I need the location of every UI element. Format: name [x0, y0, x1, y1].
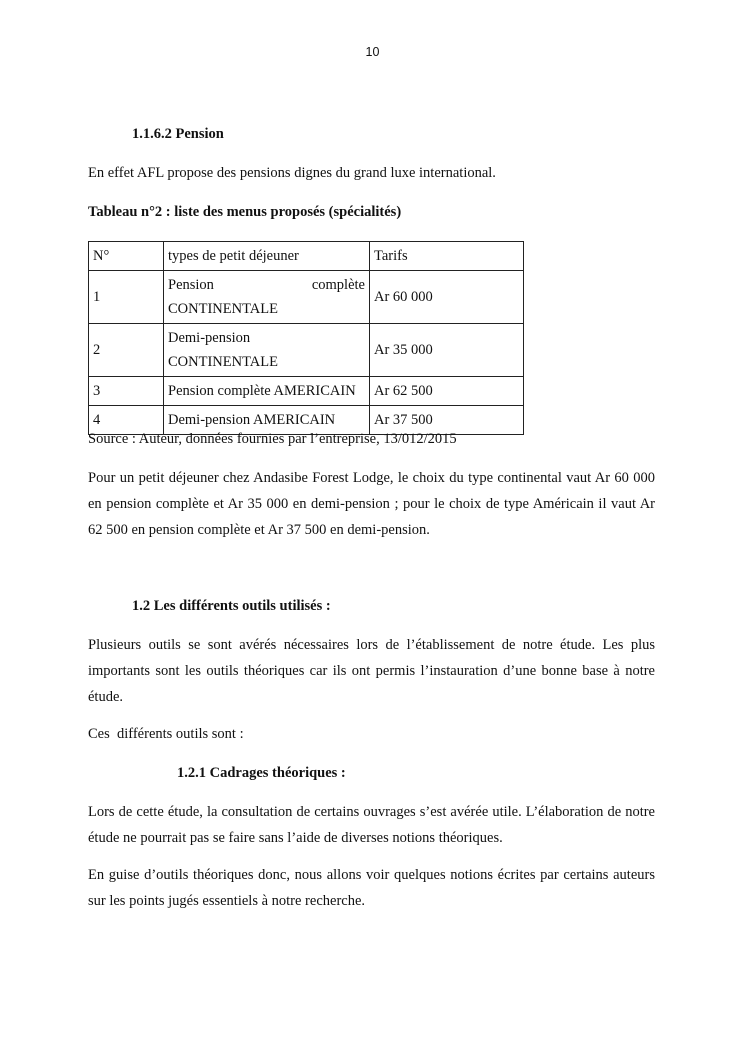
row-tarif: Ar 35 000	[370, 324, 524, 377]
table-row	[89, 377, 524, 406]
menu-table	[88, 241, 524, 435]
page-number: 10	[365, 45, 380, 59]
pension-intro: En effet AFL propose des pensions dignes du grand luxe international.	[88, 165, 496, 181]
table-source: Source : Auteur, données fournies par l’entreprise, 13/012/2015	[88, 431, 457, 447]
cadrages-paragraph-1: Lors de cette étude, la consultation de certains ouvrages s’est avérée utile. L’élaboration de notre étude ne pourrait pas se faire sans l’aide de diverses notions théoriques.	[88, 804, 655, 846]
row-num: 3	[89, 377, 164, 406]
table-row	[89, 324, 524, 377]
row-type-part: complète	[311, 277, 365, 293]
table-row	[89, 271, 524, 324]
row-num: 2	[89, 324, 164, 377]
header-tarif: Tarifs	[370, 242, 524, 271]
heading-cadrages: 1.2.1 Cadrages théoriques :	[177, 765, 346, 781]
header-num: N°	[89, 242, 164, 271]
tools-paragraph: Plusieurs outils se sont avérés nécessaires lors de l’établissement de notre étude. Les plus importants sont les outils théoriques car ils ont permis l’instauration d’une bonne base à notre étude.	[88, 637, 655, 705]
row-tarif: Ar 60 000	[370, 271, 524, 324]
row-num: 4	[89, 406, 164, 435]
heading-pension: 1.1.6.2 Pension	[132, 126, 224, 142]
row-type: Demi-pension AMERICAIN	[164, 406, 370, 435]
row-type-part: CONTINENTALE	[168, 354, 278, 370]
header-type: types de petit déjeuner	[164, 242, 370, 271]
row-type	[164, 271, 370, 324]
tools-list-intro: Ces différents outils sont :	[88, 726, 244, 742]
cadrages-paragraph-2: En guise d’outils théoriques donc, nous allons voir quelques notions écrites par certains auteurs sur les points jugés essentiels à notre recherche.	[88, 867, 655, 909]
row-type-part: CONTINENTALE	[168, 301, 278, 317]
row-type-part: Demi-pension	[168, 330, 251, 346]
row-num: 1	[89, 271, 164, 324]
heading-tools: 1.2 Les différents outils utilisés :	[132, 598, 331, 614]
table-header-row	[89, 242, 524, 271]
row-tarif: Ar 37 500	[370, 406, 524, 435]
table-caption: Tableau n°2 : liste des menus proposés (spécialités)	[88, 204, 402, 220]
row-type-part: Pension	[168, 277, 214, 293]
row-type	[164, 324, 370, 377]
row-tarif: Ar 62 500	[370, 377, 524, 406]
row-type: Pension complète AMERICAIN	[164, 377, 370, 406]
price-paragraph: Pour un petit déjeuner chez Andasibe Forest Lodge, le choix du type continental vaut Ar 60 000 en pension complète et Ar 35 000 en demi-pension ; pour le choix de type Américain il vaut Ar 62 500 en pension complète et Ar 37 500 en demi-pension.	[88, 470, 655, 538]
